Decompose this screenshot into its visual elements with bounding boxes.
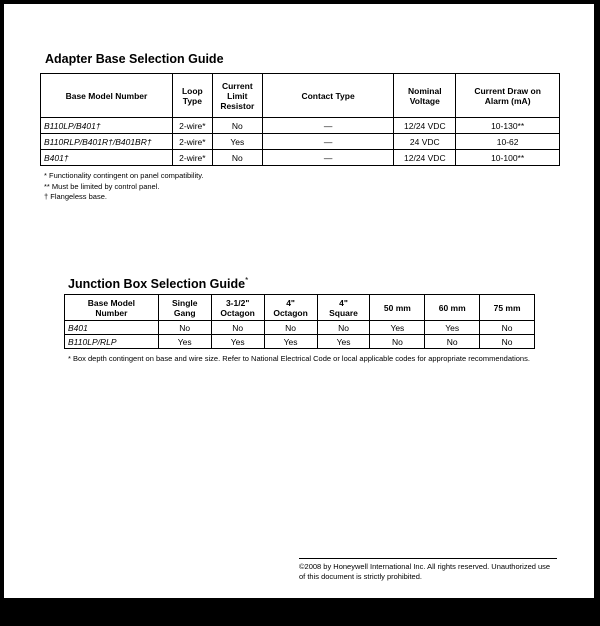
cell-60mm: No	[425, 335, 480, 349]
header-current-limit: Current Limit Resistor	[212, 74, 262, 118]
cell-square-4: Yes	[317, 335, 370, 349]
cell-model: B401	[65, 321, 159, 335]
footnote: * Functionality contingent on panel compatibility.	[44, 171, 204, 180]
cell-voltage: 12/24 VDC	[394, 150, 456, 166]
junction-guide-table	[64, 294, 535, 349]
cell-voltage: 12/24 VDC	[394, 118, 456, 134]
cell-single-gang: No	[158, 321, 211, 335]
copyright-footer: ©2008 by Honeywell International Inc. All rights reserved. Unauthorized use of this document is strictly prohibited.	[299, 558, 557, 582]
cell-limit: No	[212, 150, 262, 166]
cell-contact: —	[262, 134, 394, 150]
cell-limit: Yes	[212, 134, 262, 150]
adapter-guide-title: Adapter Base Selection Guide	[45, 52, 224, 66]
header-octagon-4: 4" Octagon	[264, 295, 317, 321]
table-row	[65, 335, 535, 349]
cell-square-4: No	[317, 321, 370, 335]
junction-guide-title: Junction Box Selection Guide*	[68, 276, 249, 292]
header-contact-type: Contact Type	[262, 74, 394, 118]
adapter-guide-table	[40, 73, 560, 166]
header-nominal-voltage: Nominal Voltage	[394, 74, 456, 118]
adapter-footnotes	[44, 171, 204, 203]
cell-voltage: 24 VDC	[394, 134, 456, 150]
table-row	[41, 134, 560, 150]
cell-75mm: No	[480, 321, 535, 335]
document-page	[4, 4, 594, 598]
header-current-draw: Current Draw on Alarm (mA)	[456, 74, 560, 118]
header-octagon-3-5: 3-1/2" Octagon	[211, 295, 264, 321]
cell-model: B401†	[41, 150, 173, 166]
cell-75mm: No	[480, 335, 535, 349]
cell-octagon-4: No	[264, 321, 317, 335]
cell-60mm: Yes	[425, 321, 480, 335]
cell-draw: 10-100**	[456, 150, 560, 166]
cell-single-gang: Yes	[158, 335, 211, 349]
adapter-header-row	[41, 74, 560, 118]
header-single-gang: Single Gang	[158, 295, 211, 321]
cell-contact: —	[262, 150, 394, 166]
footnote: † Flangeless base.	[44, 192, 107, 201]
header-75mm: 75 mm	[480, 295, 535, 321]
cell-loop: 2-wire*	[172, 134, 212, 150]
table-row	[41, 150, 560, 166]
cell-octagon-3-5: Yes	[211, 335, 264, 349]
header-base-model: Base Model Number	[41, 74, 173, 118]
table-row	[41, 118, 560, 134]
junction-header-row	[65, 295, 535, 321]
cell-model: B110LP/RLP	[65, 335, 159, 349]
header-base-model: Base Model Number	[65, 295, 159, 321]
table-row	[65, 321, 535, 335]
header-50mm: 50 mm	[370, 295, 425, 321]
cell-model: B110LP/B401†	[41, 118, 173, 134]
cell-octagon-3-5: No	[211, 321, 264, 335]
cell-model: B110RLP/B401R†/B401BR†	[41, 134, 173, 150]
junction-footnote: * Box depth contingent on base and wire size. Refer to National Electrical Code or local applicable codes for appropriate recommendations.	[68, 354, 530, 363]
cell-draw: 10-62	[456, 134, 560, 150]
cell-draw: 10-130**	[456, 118, 560, 134]
header-60mm: 60 mm	[425, 295, 480, 321]
cell-50mm: No	[370, 335, 425, 349]
header-square-4: 4" Square	[317, 295, 370, 321]
cell-loop: 2-wire*	[172, 118, 212, 134]
cell-loop: 2-wire*	[172, 150, 212, 166]
footnote: ** Must be limited by control panel.	[44, 181, 160, 191]
cell-octagon-4: Yes	[264, 335, 317, 349]
cell-50mm: Yes	[370, 321, 425, 335]
cell-limit: No	[212, 118, 262, 134]
header-loop-type: Loop Type	[172, 74, 212, 118]
cell-contact: —	[262, 118, 394, 134]
